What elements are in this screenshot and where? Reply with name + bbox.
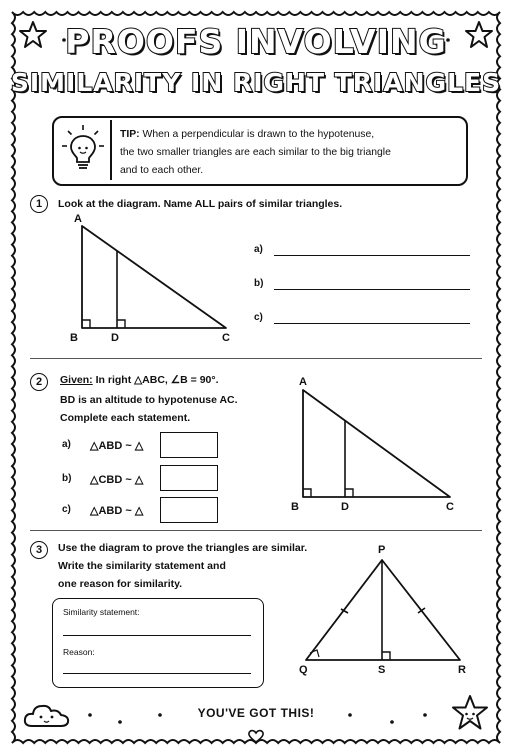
similarity-statement-label: Similarity statement: [63,607,140,617]
given-label: Given: [60,374,93,386]
footer-encouragement: YOU'VE GOT THIS! [197,706,315,720]
q3-vertex-s: S [378,664,386,676]
q2-item-b-letter: b) [62,473,72,484]
q3-vertex-r: R [458,664,466,676]
q2-item-c-text: △ABD ~ △ [90,505,144,517]
title-line-1: PROOFS INVOLVING [65,22,447,61]
tip-line-2: the two smaller triangles are each similar to the big triangle [120,147,391,158]
q1-answer-a-label: a) [254,244,263,255]
question-2-line-2: BD is an altitude to hypotenuse AC. [60,394,238,406]
tip-label: TIP: [120,129,140,140]
question-3-line-3: one reason for similarity. [58,578,183,590]
question-3-number: 3 [30,541,48,559]
question-3-line-2: Write the similarity statement and [58,560,226,572]
tip-line-1: When a perpendicular is drawn to the hypotenuse, [142,129,375,140]
q2-vertex-a: A [299,376,307,388]
q1-vertex-a: A [74,213,82,225]
q1-vertex-c: C [222,332,230,344]
question-1-prompt: Look at the diagram. Name ALL pairs of similar triangles. [58,198,343,210]
reason-label: Reason: [63,647,95,657]
q1-vertex-b: B [70,332,78,344]
q1-answer-b-label: b) [254,278,264,289]
q1-vertex-d: D [111,332,119,344]
q2-vertex-c: C [446,501,454,513]
question-2-number: 2 [30,373,48,391]
given-text: In right △ABC, ∠B = 90°. [95,374,219,386]
q3-vertex-p: P [378,544,386,556]
title-line-2: SIMILARITY IN RIGHT TRIANGLES [10,68,502,97]
q2-item-a-text: △ABD ~ △ [90,440,144,452]
tip-line-3: and to each other. [120,165,204,176]
q2-item-b-text: △CBD ~ △ [90,474,144,486]
q2-vertex-d: D [341,501,349,513]
question-3-line-1: Use the diagram to prove the triangles are similar. [58,542,308,554]
q1-answer-c-label: c) [254,312,263,323]
q2-vertex-b: B [291,501,299,513]
q3-vertex-q: Q [299,664,308,676]
question-1-number: 1 [30,195,48,213]
question-2-line-3: Complete each statement. [60,412,191,424]
q2-item-a-letter: a) [62,439,71,450]
q2-item-c-letter: c) [62,504,71,515]
